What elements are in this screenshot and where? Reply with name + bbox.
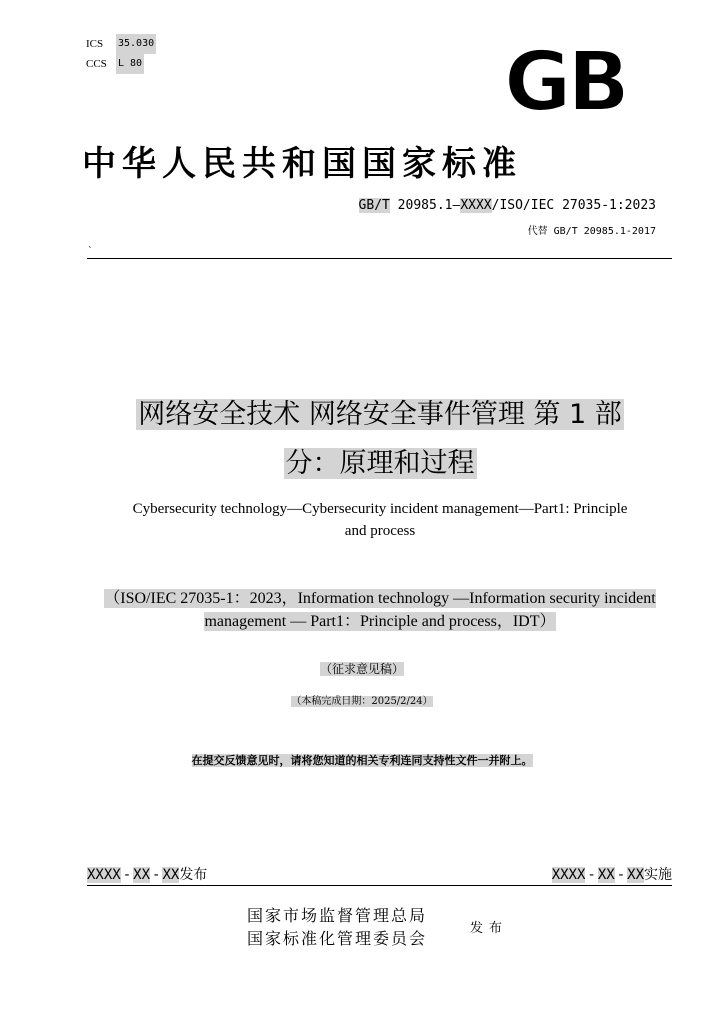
title-chinese-line2: 分：原理和过程 (285, 448, 475, 479)
publish-dash-1: - (122, 867, 132, 883)
title-english-line2: and process (344, 523, 416, 539)
adoption-statement (70, 587, 690, 633)
country-standard-title: 中华人民共和国国家标准 (82, 144, 522, 184)
publish-year: XXXX (87, 867, 121, 883)
tick-mark: ` (88, 247, 93, 257)
classification-codes (86, 34, 156, 74)
ccs-label: CCS (86, 58, 107, 70)
issue-word: 发布 (470, 921, 509, 936)
issuer-line2: 国家标准化管理委员会 (247, 929, 428, 948)
completion-date-label: （本稿完成日期：2025/2/24） (291, 696, 433, 707)
standard-number-part: 20985.1— (389, 198, 461, 213)
implement-date (552, 864, 672, 884)
implement-month: XX (597, 867, 615, 883)
issuer-line1: 国家市场监督管理总局 (247, 906, 428, 925)
implement-year: XXXX (551, 867, 586, 883)
ccs-value: L 80 (116, 54, 144, 74)
replaces-standard: 代替 GB/T 20985.1-2017 (527, 226, 656, 237)
implement-dash-2: - (616, 867, 626, 883)
publish-suffix: 发布 (179, 867, 208, 883)
gb-logo (495, 40, 635, 120)
publish-day: XX (162, 867, 180, 883)
title-chinese (60, 390, 700, 488)
adoption-line1: （ISO/IEC 27035-1：2023，Information technology —Information security incident (104, 590, 656, 607)
draft-status-label: （征求意见稿） (319, 662, 404, 676)
implement-suffix: 实施 (644, 867, 672, 883)
title-english (90, 498, 670, 542)
title-chinese-line1: 网络安全技术 网络安全事件管理 第 1 部 (138, 399, 622, 430)
implement-dash-1: - (587, 867, 596, 883)
ics-row (86, 34, 156, 54)
title-english-line1: Cybersecurity technology—Cybersecurity incident management—Part1: Principle (132, 501, 628, 517)
patent-notice-text: 在提交反馈意见时，请将您知道的相关专利连同支持性文件一并附上。 (191, 754, 533, 767)
gb-logo-text: GB (504, 40, 626, 120)
ics-value: 35.030 (116, 34, 156, 54)
implement-day: XX (627, 867, 644, 883)
completion-date (0, 692, 724, 707)
standard-number-rest: /ISO/IEC 27035-1:2023 (491, 198, 656, 213)
patent-notice (0, 752, 724, 768)
ics-label: ICS (86, 38, 104, 50)
footer-rule (87, 885, 672, 886)
header-rule (87, 258, 672, 259)
draft-status (0, 660, 724, 677)
publish-dash-2: - (152, 867, 161, 883)
publish-month: XX (133, 867, 151, 883)
standard-number (359, 198, 656, 213)
ccs-row (86, 54, 156, 74)
standard-year-placeholder: XXXX (460, 198, 492, 213)
adoption-line2: management — Part1：Principle and process，IDT） (204, 613, 556, 630)
standard-prefix: GB/T (358, 198, 390, 213)
publish-date (87, 864, 207, 884)
issuing-authorities (247, 904, 427, 950)
